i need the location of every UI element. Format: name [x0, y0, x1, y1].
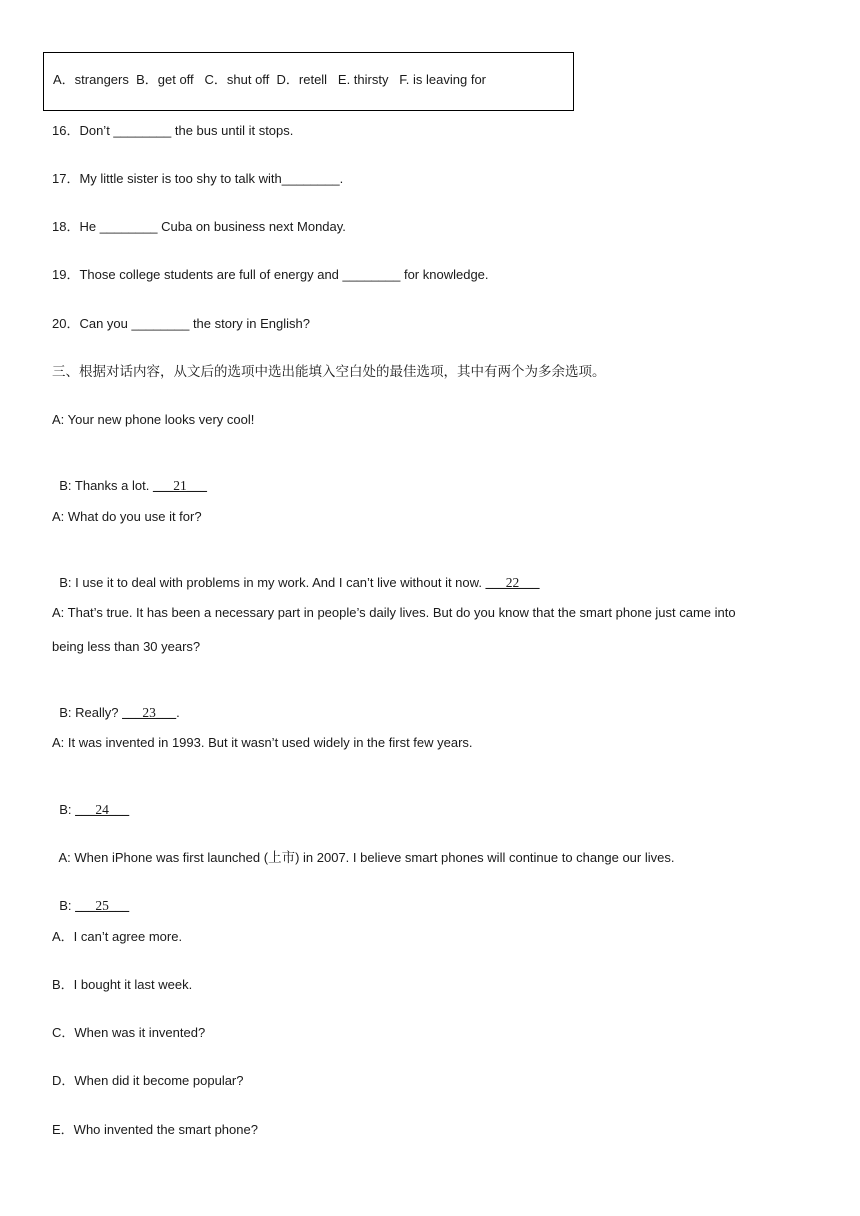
- dialogue-line-5b: being less than 30 years?: [52, 639, 201, 654]
- dialogue-line-4: [52, 556, 540, 592]
- option-d: D．When did it become popular?: [52, 1073, 244, 1088]
- option-c: C．When was it invented?: [52, 1025, 206, 1040]
- dialogue-line-9: [52, 831, 674, 867]
- blank-22: ___22___: [485, 575, 540, 590]
- dialogue-line-5a: A: That’s true. It has been a necessary part in people’s daily lives. But do you know that the smart phone just came into: [52, 605, 736, 620]
- blank-23: ___23___: [122, 705, 177, 720]
- question-19: 19．Those college students are full of energy and ________ for knowledge.: [52, 267, 489, 282]
- dialogue-line-6-end: .: [176, 705, 180, 720]
- dialogue-line-9-text: A: When iPhone was first launched (: [58, 850, 269, 865]
- dialogue-line-1: A: Your new phone looks very cool!: [52, 412, 255, 427]
- word-bank-text: A．strangers B．get off C．shut off D．retell E. thirsty F. is leaving for: [53, 72, 487, 87]
- dialogue-line-2: [52, 459, 207, 495]
- question-17: 17．My little sister is too shy to talk with________.: [52, 171, 344, 186]
- dialogue-line-6-text: B: Really?: [59, 705, 123, 720]
- question-20: 20．Can you ________ the story in English?: [52, 316, 311, 331]
- dialogue-line-3: A: What do you use it for?: [52, 509, 202, 524]
- dialogue-line-9-end: ) in 2007. I believe smart phones will continue to change our lives.: [295, 850, 675, 865]
- dialogue-line-4-text: B: I use it to deal with problems in my work. And I can’t live without it now.: [59, 575, 486, 590]
- blank-24: ___24___: [75, 802, 130, 817]
- dialogue-line-10: [52, 879, 129, 915]
- question-16: 16．Don’t ________ the bus until it stops.: [52, 123, 294, 138]
- option-a: A．I can’t agree more.: [52, 929, 183, 944]
- question-18: 18．He ________ Cuba on business next Monday.: [52, 219, 346, 234]
- blank-25: ___25___: [75, 898, 130, 913]
- option-b: B．I bought it last week.: [52, 977, 193, 992]
- dialogue-line-8: [52, 783, 129, 819]
- dialogue-line-8-text: B:: [59, 802, 76, 817]
- dialogue-line-6: [52, 686, 180, 722]
- dialogue-line-7: A: It was invented in 1993. But it wasn’t used widely in the first few years.: [52, 735, 473, 750]
- blank-21: ___21___: [152, 478, 207, 493]
- word-bank-box: [43, 52, 574, 111]
- dialogue-line-9-cn: 上市: [268, 850, 296, 866]
- section-3-title: 三、根据对话内容，从文后的选项中选出能填入空白处的最佳选项，其中有两个为多余选项。: [52, 364, 606, 380]
- dialogue-line-2-text: B: Thanks a lot.: [59, 478, 153, 493]
- dialogue-line-10-text: B:: [59, 898, 76, 913]
- option-e: E．Who invented the smart phone?: [52, 1122, 258, 1137]
